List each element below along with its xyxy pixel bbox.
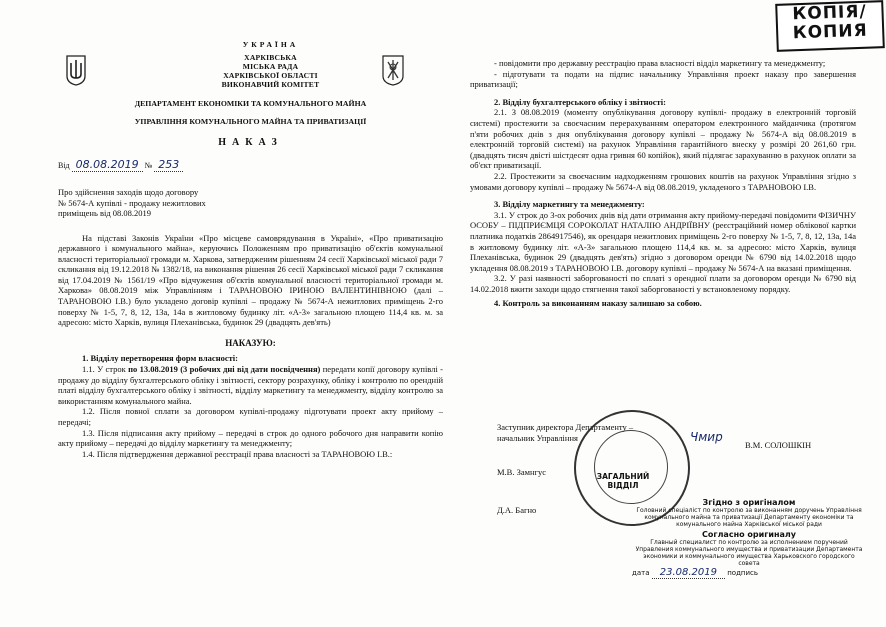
seal-text-line1: ЗАГАЛЬНИЙ [596, 472, 650, 481]
orders-heading: НАКАЗУЮ: [225, 337, 276, 348]
seal-text [591, 472, 655, 490]
section3-p1: 3.1. У строк до 3-ох робочих днів від дати отримання акту прийому-передачі повідомити ФІЗИЧНУ ОСОБУ – ПІДПРИЄМЦЯ СОРОКОЛАТ НАТАЛІЮ АНДРІЇВНУ (реєстраційний номер облікової картки платника податків 2864917546), як орендаря нежитлових приміщень 2-го поверху № 1-5, 7, 8, 12, 13а, 14а в житловому будинку літ. «А-3» загальною площею 114,4 кв. м. за адресою: місто Харків, вулиця Плеханівська, будинок 29 (двадцять дев'ять) згідно з договором оренди № 6790 від 14.02.2018 щодо укладення 08.08.2019 з ТАРАНОВОЮ І.В. договору купівлі – продажу № 5674-А на вказані приміщення. [470, 209, 856, 273]
signatory-title-line1: Заступник директора Департаменту – [497, 422, 634, 432]
cert-title-ua: Згідно з оригіналом [702, 498, 796, 507]
section1-p1-prefix: 1.1. У строк [82, 364, 129, 375]
right-bullet-2: - підготувати та подати на підпис начальнику Управління проект наказу про завершення приватизації; [470, 68, 856, 90]
section1-p4: 1.4. Після підтвердження державної реєстрації права власності за ТАРАНОВОЮ І.В.: [82, 448, 393, 459]
cert-date-row [632, 569, 866, 577]
right-bullet-1: - повідомити про державну реєстрацію права власності відділ маркетингу та менеджменту; [494, 58, 826, 68]
subject-line-2: № 5674-А купівлі - продажу нежитлових [58, 197, 206, 208]
number-value: 253 [154, 158, 183, 172]
subject-line-3: приміщень від 08.08.2019 [58, 208, 152, 218]
copy-stamp-line2: КОПИЯ [792, 20, 868, 44]
directorate-title: УПРАВЛІННЯ КОМУНАЛЬНОГО МАЙНА ТА ПРИВАТИЗАЦІЇ [134, 117, 367, 126]
copy-stamp-line1: КОПІЯ/ [792, 1, 867, 25]
document-type: НАКАЗ [218, 137, 283, 148]
date-value: 08.08.2019 [72, 158, 143, 172]
cert-text-ua: Головний спеціаліст по контролю за виконанням доручень Управління комунального майна та приватизації Департаменту економіки та комунального майна Харківської міської ради [636, 507, 862, 528]
section1-title: 1. Відділу перетворення форм власності: [82, 353, 238, 364]
council-line-2: МІСЬКА РАДА [242, 62, 299, 71]
cert-title-ru: Согласно оригиналу [702, 530, 796, 539]
order-date-number [58, 158, 443, 171]
section1-p2: 1.2. Після повної сплати за договором купівлі-продажу підготувати проект акту прийому – передачі; [58, 406, 443, 427]
preamble: На підставі Законів України «Про місцеве самоврядування в Україні», «Про приватизацію державного і комунального майна», керуючись Положенням про приватизацію об'єктів комунальної власності територіальної громади м. Харкова, затвердженим рішенням 24 сесії Харківської міської ради 7 скликання від 19.12.2018 № 1382/18, на виконання рішення 26 сесії Харківської міської ради 7 скликання від 17.04.2019 № 1561/19 «Про відчуження об'єктів комунальної власності територіальної громади м. Харкова» 08.08.2019 між Управлінням і ТАРАНОВОЮ ІРИНОЮ ВАЛЕНТИНІВНОЮ (далі – ТАРАНОВОЮ І.В.) було укладено договір купівлі – продажу № 5674-А нежитлових приміщень 2-го поверху № 1-5, 7, 8, 12, 13а, 14а в житловому будинку літ. «А-3» загальною площею 114,4 кв. м. за адресою: місто Харків, вулиця Плеханівська, будинок 29 (двадцять дев'ять) [58, 232, 443, 328]
council-line-3: ХАРКІВСЬКОЇ ОБЛАСТІ [223, 71, 318, 80]
section2-p1: 2.1. З 08.08.2019 (моменту опублікування договору купівлі- продажу в електронній торговій системі) простежити за своєчасним перерахуванням оператором електронного майданчика (протягом п'яти робочих днів з дня опублікування договору купівлі – продажу № 5674-А від 08.08.2019 в електронній торговій системі) на рахунок Управління гарантійного внеску у розмірі 20 261,60 грн. (двадцять тисяч двісті шістдесят одна гривня 60 копійок), який підлягає зарахуванню в рахунок оплати за об'єкт приватизації. [470, 107, 856, 171]
certification-stamp [632, 498, 866, 577]
left-column [58, 40, 443, 459]
subject-block [58, 187, 443, 219]
section1-p1 [58, 364, 443, 406]
cert-date-label: дата [632, 569, 650, 577]
council-line-1: ХАРКІВСЬКА [244, 53, 297, 62]
country-name: УКРАЇНА [242, 40, 299, 49]
date-label: Від [58, 161, 70, 170]
signatory-title-line2: начальник Управління [497, 432, 578, 443]
department-title: ДЕПАРТАМЕНТ ЕКОНОМІКИ ТА КОМУНАЛЬНОГО МАЙНА [134, 99, 367, 108]
signer-name: В.М. СОЛОШКІН [745, 440, 812, 450]
executor-1: М.В. Замнгус [497, 467, 547, 477]
section1-p3: 1.3. Після підписання акту прийому – передачі в строк до одного робочого дня направити копію акту прийому – передачі до відділу маркетингу та менеджменту; [58, 427, 443, 449]
section3-p2: 3.2. У разі наявності заборгованості по сплаті з орендної плати за договором оренди № 6790 від 14.02.2018 вжити заходи щодо стягнення такої заборгованості у встановленому порядку. [470, 273, 856, 294]
council-line-4: ВИКОНАВЧИЙ КОМІТЕТ [221, 80, 320, 89]
section2-title: 2. Відділу бухгалтерського обліку і звітності: [494, 96, 666, 107]
section2-p2: 2.2. Простежити за своєчасним надходженням грошових коштів на рахунок Управління згідно з умовами договору купівлі – продажу № 5674-А від 08.08.2019, укладеного з ТАРАНОВОЮ І.В. [470, 170, 856, 192]
right-column [470, 58, 856, 309]
section4-text: 4. Контроль за виконанням наказу залишаю за собою. [494, 298, 702, 309]
section1-p1-deadline: по 13.08.2019 (3 робочих дні від дати посвідчення) [128, 364, 321, 375]
section3-title: 3. Відділу маркетингу та менеджменту: [494, 199, 645, 210]
number-label: № [144, 161, 153, 170]
subject-line-1: Про здійснення заходів щодо договору [58, 187, 199, 197]
handwritten-signature: Чмир [690, 430, 723, 444]
seal-text-line2: ВІДДІЛ [607, 481, 639, 490]
section1-p1-rest: передати копії договору купівлі - продажу до відділу бухгалтерського обліку і звітності, сектору розрахунку, обліку і контролю по орендній платі відділу бухгалтерського обліку і звітності, відділу маркетингу та менеджменту, відділу контролю за використанням комунального майна. [58, 364, 443, 406]
cert-sign-label: подпись [727, 569, 759, 577]
executor-2: Д.А. Багно [497, 505, 537, 515]
cert-date-value: 23.08.2019 [652, 567, 725, 579]
cert-text-ru: Главный специалист по контролю за исполнением поручений Управления коммунального имущества и приватизации Департамента экономики и коммунального имущества Харьковского городского совета [635, 539, 863, 567]
copy-stamp [775, 0, 885, 52]
